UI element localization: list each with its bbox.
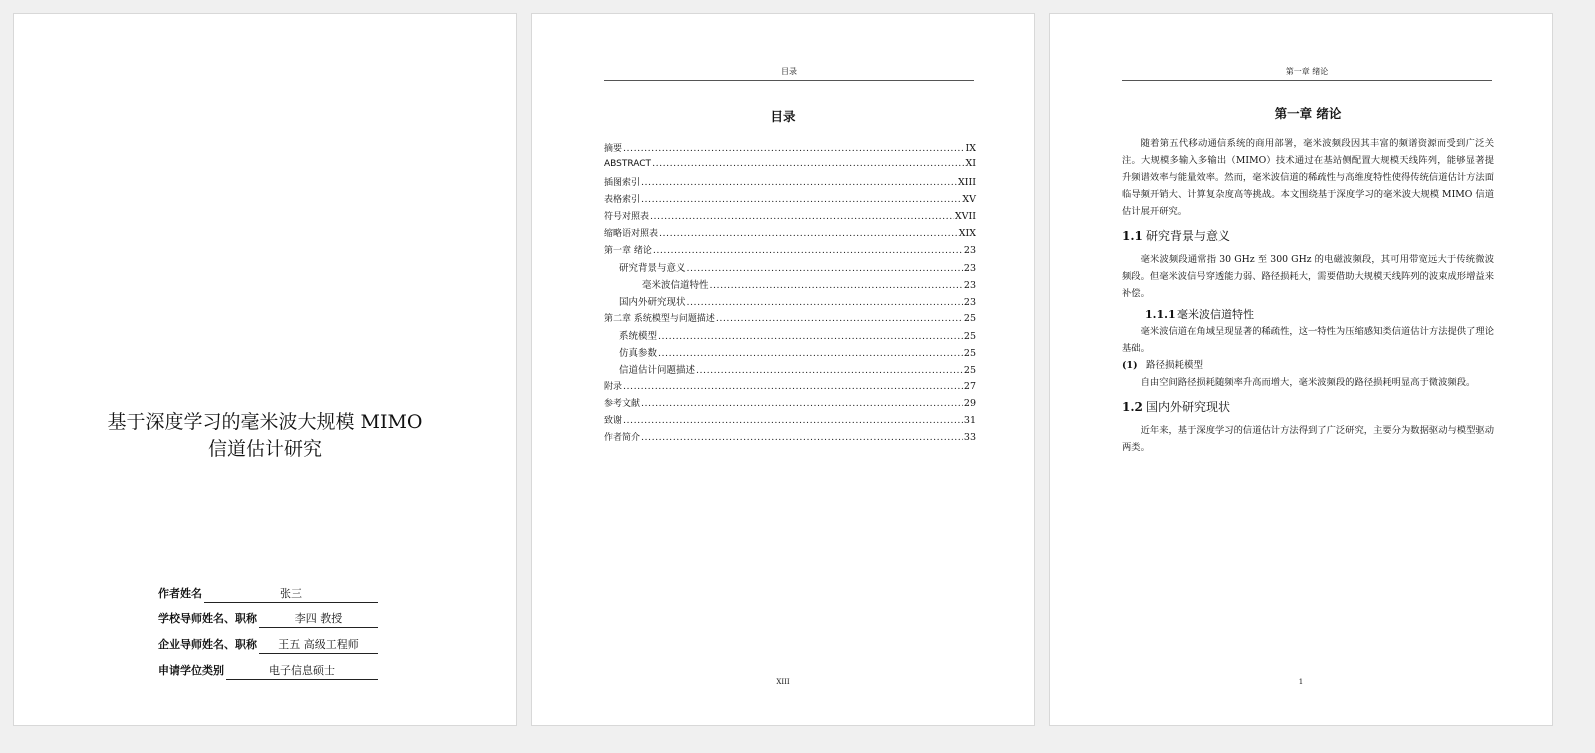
cover-info-block	[158, 577, 378, 680]
toc-entry[interactable]	[604, 243, 976, 260]
toc-entry-text: 信道估计问题描述	[619, 365, 696, 376]
toc-entry-page: 25	[963, 331, 976, 342]
toc-dot-leader	[641, 194, 961, 205]
industry-advisor-value: 王五 高级工程师	[259, 636, 378, 654]
toc-dot-leader	[696, 365, 963, 376]
section-number: 1.1	[1122, 229, 1143, 243]
toc-entry[interactable]	[604, 141, 976, 158]
toc-dot-leader	[658, 331, 963, 342]
section-1-1-paragraph: 毫米波频段通常指 30 GHz 至 300 GHz 的电磁波频段，其可用带宽远大于传统微波频段。但毫米波信号穿透能力弱、路径损耗大，需要借助大规模天线阵列的波束成形增益来补偿。	[1122, 254, 1494, 299]
toc-entry-page: IX	[965, 143, 976, 154]
toc-entry[interactable]	[604, 328, 976, 345]
item-1-paragraph: 自由空间路径损耗随频率升高而增大，毫米波频段的路径损耗明显高于微波频段。	[1140, 377, 1476, 388]
toc-entry-page: 23	[963, 245, 976, 256]
toc-entry-page: 23	[963, 280, 976, 291]
section-heading-1-2	[1122, 399, 1494, 416]
chapter-title: 第一章 绪论	[1274, 106, 1342, 121]
toc-entry-text: 插图索引	[604, 178, 641, 188]
toc-entry[interactable]	[604, 209, 976, 226]
toc-entry-page: 29	[963, 398, 976, 409]
author-value: 张三	[204, 585, 378, 603]
industry-advisor-row	[158, 628, 378, 654]
toc-entry-text: 附录	[604, 382, 623, 392]
toc-entry[interactable]	[604, 294, 976, 311]
toc-entry-page: 23	[963, 297, 976, 308]
chapter-body	[1122, 104, 1494, 456]
section-number: 1.2	[1122, 400, 1143, 414]
section-title: 国内外研究现状	[1146, 400, 1231, 414]
toc-entry-page: XIII	[957, 177, 976, 188]
toc-page-number: XIII	[776, 678, 790, 686]
section-heading-1-1	[1122, 228, 1494, 245]
toc-entry[interactable]	[604, 430, 976, 447]
toc-dot-leader	[653, 245, 963, 256]
toc-entry[interactable]	[604, 158, 976, 175]
toc-entry-text: 第一章 绪论	[604, 246, 652, 256]
toc-entry-page: 31	[963, 415, 976, 426]
toc-dot-leader	[652, 158, 964, 169]
section-1-2-paragraph: 近年来，基于深度学习的信道估计方法得到了广泛研究，主要分为数据驱动与模型驱动两类。	[1122, 425, 1494, 453]
author-label: 作者姓名	[158, 586, 202, 600]
toc-dot-leader	[641, 398, 963, 409]
thesis-title-line1: 基于深度学习的毫米波大规模 MIMO	[107, 411, 423, 433]
toc-entry-page: 25	[963, 365, 976, 376]
toc-entry[interactable]	[604, 260, 976, 277]
toc-running-header: 目录	[604, 66, 974, 81]
toc-entry-text: 国内外研究现状	[619, 297, 686, 308]
school-advisor-label: 学校导师姓名、职称	[158, 612, 257, 626]
toc-dot-leader	[716, 313, 963, 324]
toc-entry-page: 33	[963, 432, 976, 443]
toc-entry-text: 表格索引	[604, 195, 641, 205]
subsection-1-1-1-paragraph: 毫米波信道在角域呈现显著的稀疏性，这一特性为压缩感知类信道估计方法提供了理论基础。	[1122, 326, 1494, 354]
thesis-title-line2: 信道估计研究	[207, 438, 322, 460]
toc-entry-text: ABSTRACT	[604, 159, 652, 169]
subsection-heading-1-1-1	[1145, 306, 1494, 323]
toc-entry[interactable]	[604, 396, 976, 413]
toc-dot-leader	[623, 381, 963, 392]
toc-entry-text: 仿真参数	[619, 348, 658, 359]
toc-entry-page: 27	[963, 381, 976, 392]
toc-entry-text: 毫米波信道特性	[642, 280, 709, 291]
toc-dot-leader	[623, 143, 964, 154]
toc-entry-text: 符号对照表	[604, 212, 650, 222]
section-title: 研究背景与意义	[1146, 229, 1231, 243]
toc-entry-page: XIX	[958, 228, 976, 239]
thesis-title	[14, 409, 516, 463]
toc-entry[interactable]	[604, 277, 976, 294]
toc-entry[interactable]	[604, 345, 976, 362]
toc-entry[interactable]	[604, 362, 976, 379]
item-number: (1)	[1122, 360, 1138, 371]
author-row	[158, 577, 378, 603]
toc-page	[531, 13, 1035, 726]
toc-entry[interactable]	[604, 192, 976, 209]
toc-entry[interactable]	[604, 175, 976, 192]
item-heading-1	[1122, 357, 1494, 374]
toc-dot-leader	[641, 432, 963, 443]
toc-entry[interactable]	[604, 311, 976, 328]
toc-entry-text: 缩略语对照表	[604, 229, 659, 239]
toc-entry-text: 第二章 系统模型与问题描述	[604, 314, 715, 324]
item-title: 路径损耗模型	[1146, 360, 1204, 371]
toc-entry-page: XV	[962, 194, 976, 205]
chapter-page	[1049, 13, 1553, 726]
subsection-title: 毫米波信道特性	[1177, 308, 1254, 321]
degree-type-row	[158, 654, 378, 680]
chapter-page-number: 1	[1298, 678, 1304, 686]
toc-dot-leader	[650, 211, 954, 222]
toc-dot-leader	[710, 280, 963, 291]
degree-type-label: 申请学位类别	[158, 663, 224, 677]
toc-dot-leader	[687, 297, 963, 308]
toc-entry-text: 致谢	[604, 416, 623, 426]
toc-entry-page: 23	[963, 263, 976, 274]
toc-dot-leader	[623, 415, 963, 426]
industry-advisor-label: 企业导师姓名、职称	[158, 638, 257, 652]
toc-list	[604, 141, 976, 447]
toc-entry-text: 摘要	[604, 144, 623, 154]
toc-entry-text: 研究背景与意义	[619, 263, 686, 274]
school-advisor-value: 李四 教授	[259, 610, 378, 628]
toc-dot-leader	[658, 348, 963, 359]
toc-entry-text: 系统模型	[619, 331, 658, 342]
toc-dot-leader	[687, 263, 963, 274]
chapter-intro-paragraph: 随着第五代移动通信系统的商用部署，毫米波频段因其丰富的频谱资源而受到广泛关注。大规模多输入多输出（MIMO）技术通过在基站侧配置大规模天线阵列，能够显著提升频谱效率与能量效率。然而，毫米波信道的稀疏性与高维度特性使得传统信道估计方法面临导频开销大、计算复杂度高等挑战。本文围绕基于深度学习的毫米波大规模 MIMO 信道估计展开研究。	[1122, 138, 1494, 217]
toc-entry[interactable]	[604, 226, 976, 243]
degree-type-value: 电子信息硕士	[226, 662, 378, 680]
school-advisor-row	[158, 603, 378, 629]
toc-entry-page: XVII	[954, 211, 976, 222]
toc-entry-page: 25	[963, 313, 976, 324]
subsection-number: 1.1.1	[1145, 308, 1176, 321]
toc-dot-leader	[659, 228, 958, 239]
toc-entry[interactable]	[604, 413, 976, 430]
toc-entry-page: 25	[963, 348, 976, 359]
toc-entry-page: XI	[965, 158, 976, 169]
toc-dot-leader	[641, 177, 957, 188]
toc-entry[interactable]	[604, 379, 976, 396]
cover-page	[13, 13, 517, 726]
toc-title: 目录	[770, 109, 796, 124]
chapter-running-header: 第一章 绪论	[1122, 66, 1492, 81]
toc-entry-text: 作者简介	[604, 433, 641, 443]
toc-entry-text: 参考文献	[604, 399, 641, 409]
